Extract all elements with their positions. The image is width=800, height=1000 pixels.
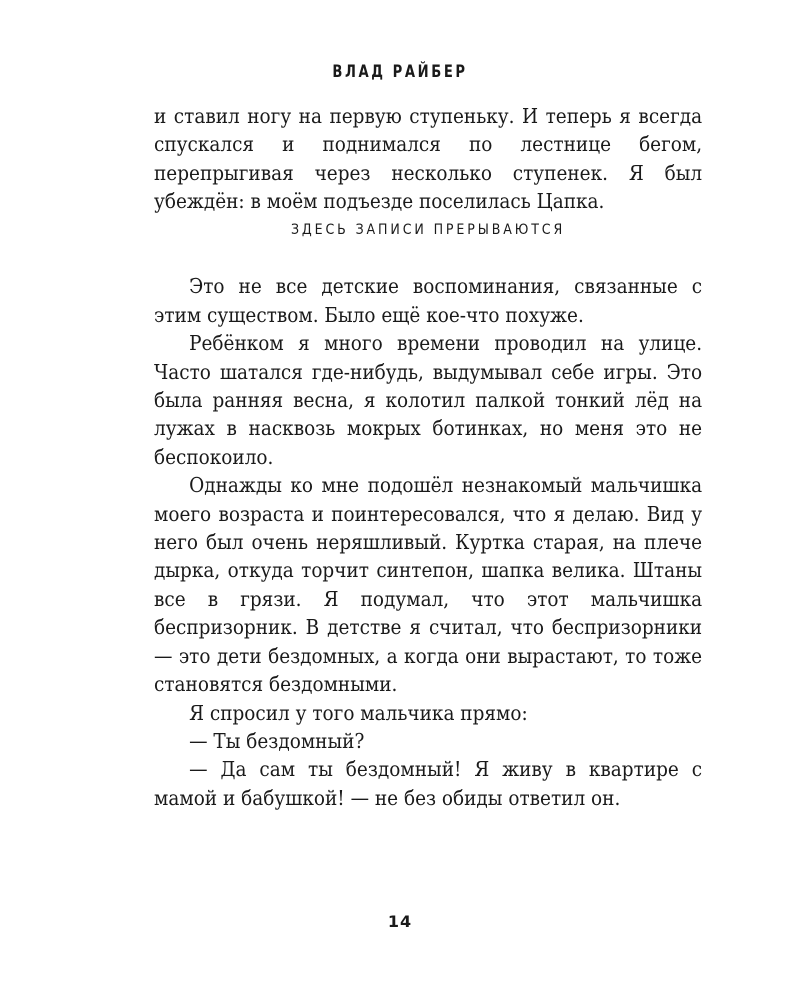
running-header-author: ВЛАД РАЙБЕР (332, 62, 468, 82)
page-body (154, 102, 702, 812)
paragraph-2: Это не все детские воспоминания, связанные с этим существом. Было ещё кое-что похуже. (154, 274, 703, 327)
paragraph-4: Однажды ко мне подошёл незнакомый мальчишка моего возраста и поинтересовался, что я делаю. Вид у него был очень неряшливый. Куртка старая, на плече дырка, откуда торчит синтепон, шапка велика. Штаны все в грязи. Я подумал, что этот мальчишка беспризорник. В детстве я считал, что беспризорники — это дети бездомных, а когда они вырастают, то тоже становятся бездомными. (154, 473, 703, 697)
paragraph-3: Ребёнком я много времени проводил на улице. Часто шатался где-нибудь, выдумывал себе игры. Это была ранняя весна, я колотил палкой тонкий лёд на лужах в насквозь мокрых ботинках, но меня это не беспокоило. (154, 331, 703, 469)
dialogue-line-1: — Ты бездомный? (189, 728, 365, 753)
paragraph-1: и ставил ногу на первую ступеньку. И теперь я всегда спускался и поднимался по лестнице бегом, перепрыгивая через несколько ступенек. Я был убеждён: в моём подъезде поселилась Цапка. (154, 104, 703, 214)
paragraph-5: Я спросил у того мальчика прямо: (189, 700, 528, 725)
dialogue-line-2: — Да сам ты бездомный! Я живу в квартире с мамой и бабушкой! — не без обиды ответил он. (154, 757, 703, 810)
section-title: ЗДЕСЬ ЗАПИСИ ПРЕРЫВАЮТСЯ (290, 221, 566, 238)
page-number: 14 (387, 912, 413, 931)
